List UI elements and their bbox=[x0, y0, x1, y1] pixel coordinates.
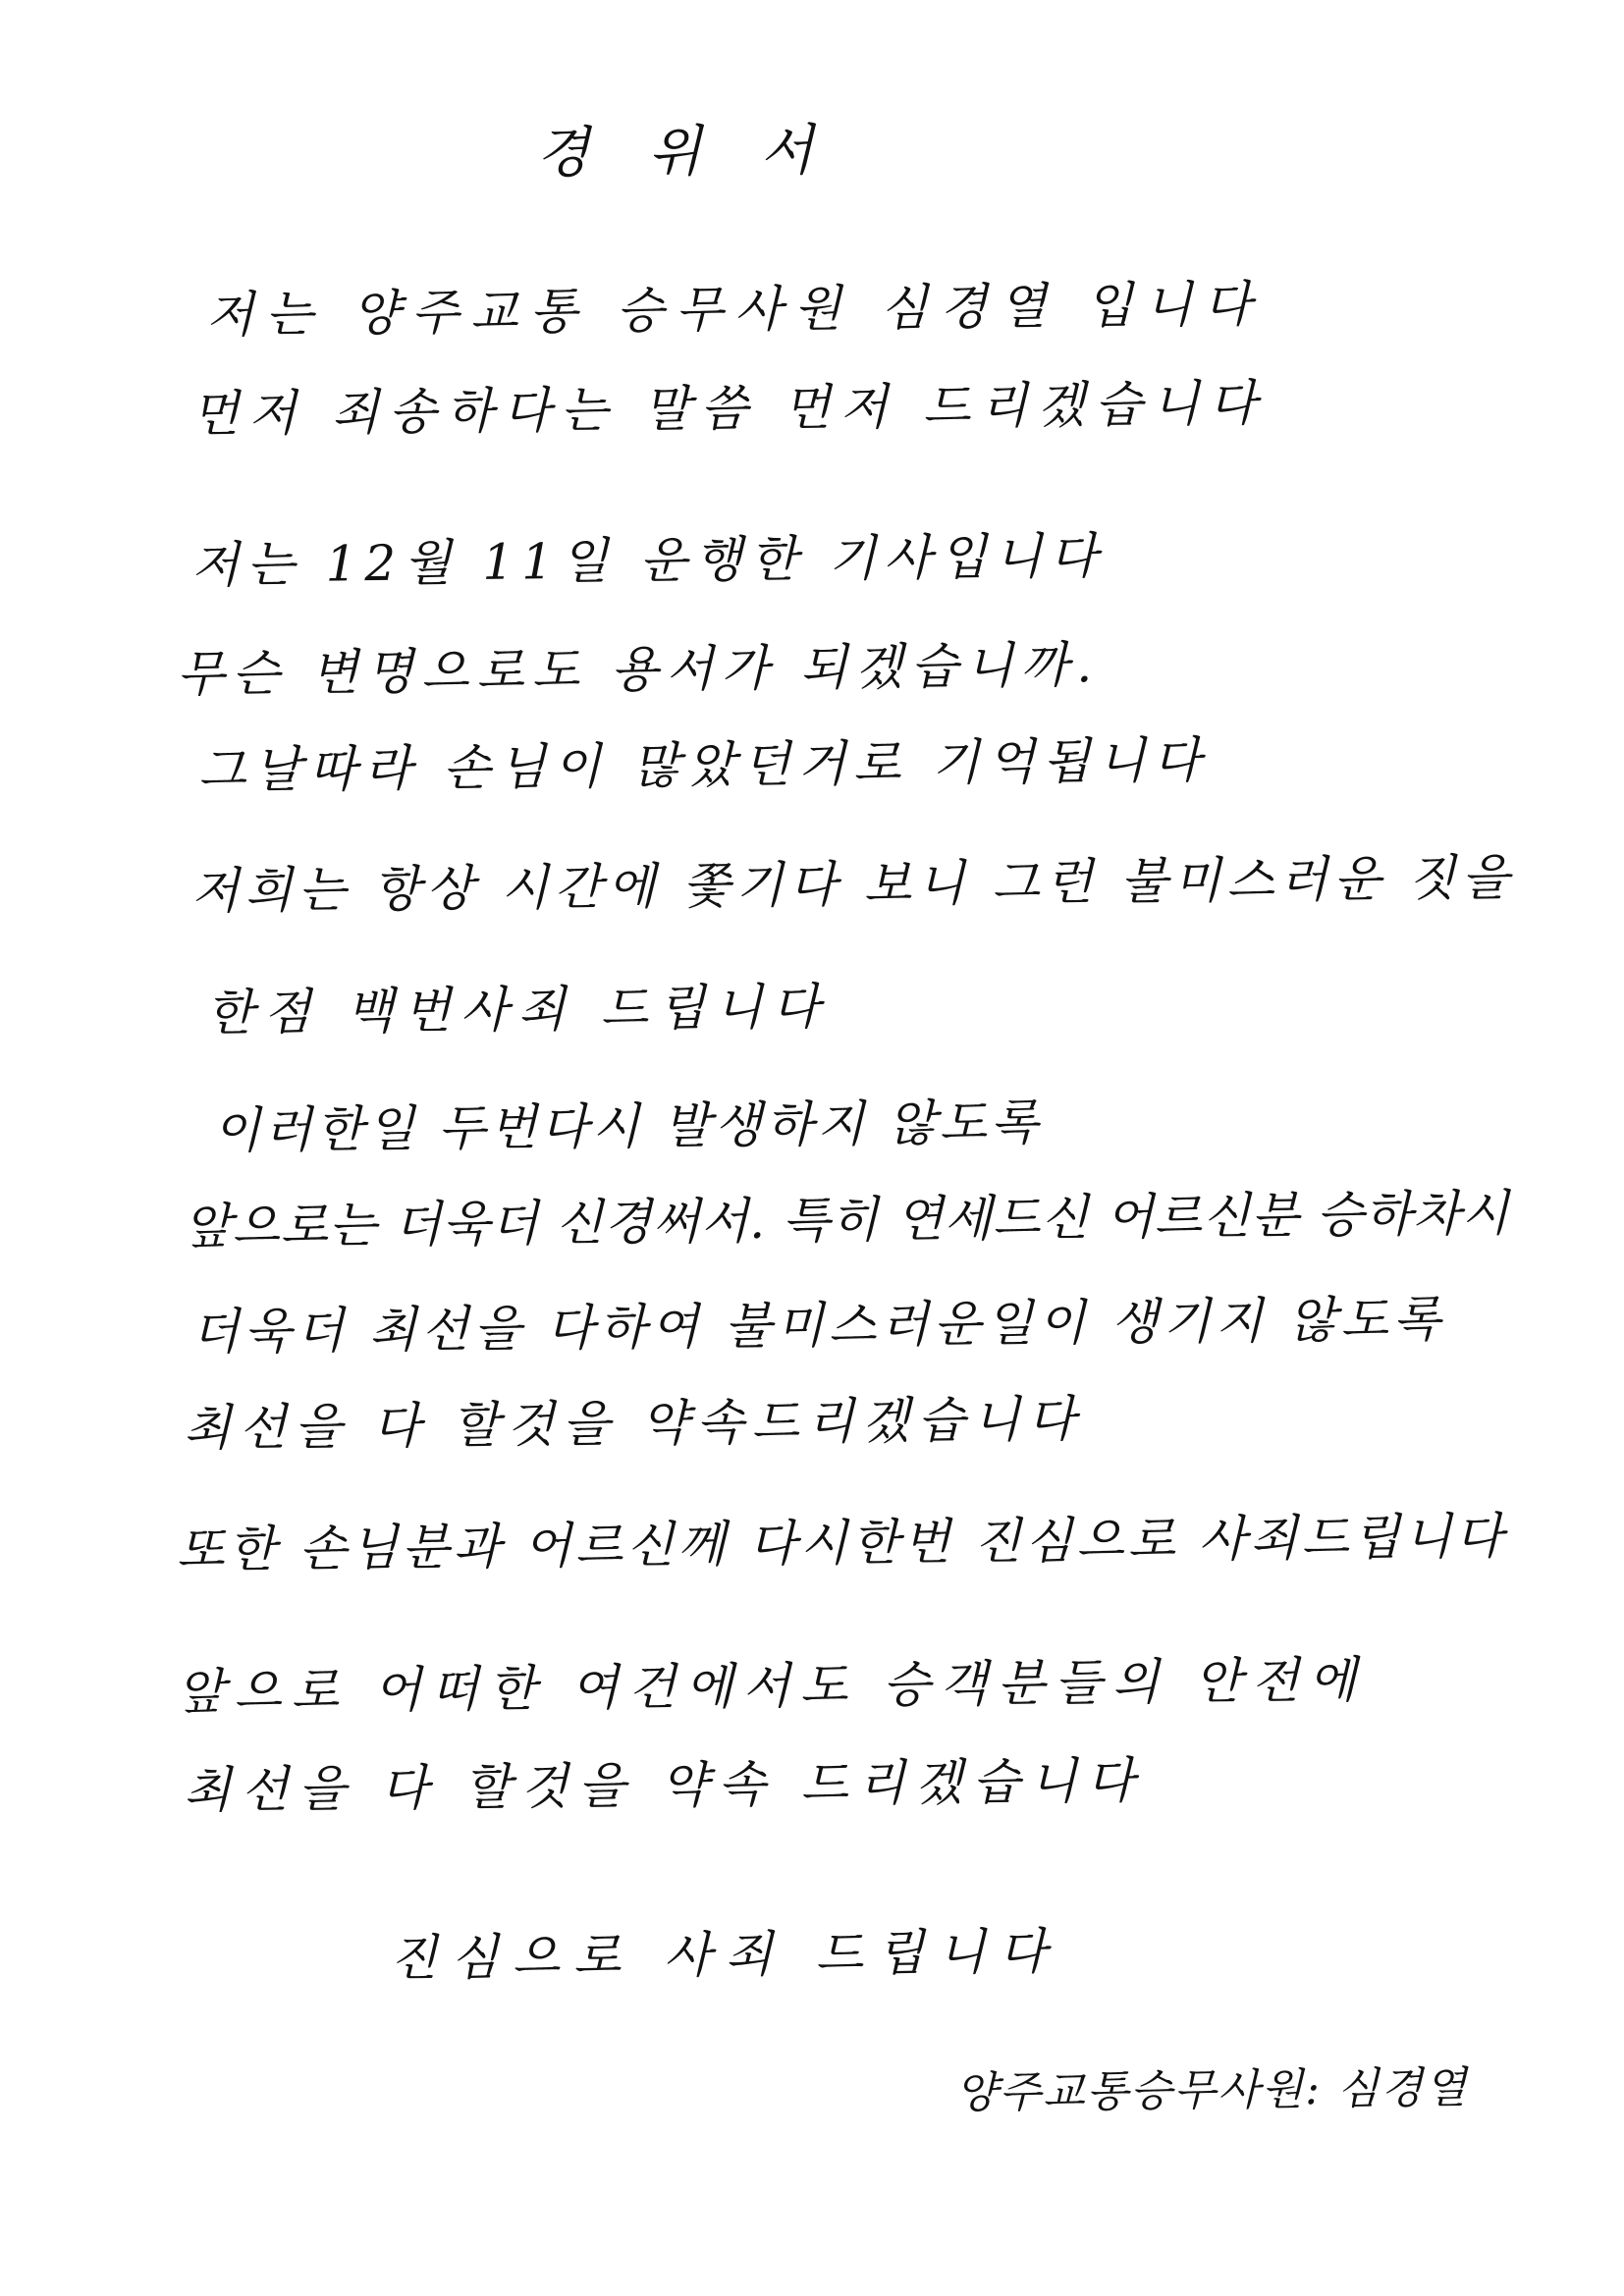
letter-line: 최선을 다 할것을 약속드리겠습니다 bbox=[183, 1390, 1084, 1457]
letter-line: 무슨 변명으로도 용서가 되겠습니까. bbox=[176, 636, 1101, 703]
letter-line: 한점 백번사죄 드립니다 bbox=[205, 978, 831, 1041]
letter-line: 최선을 다 할것을 약속 드리겠습니다 bbox=[183, 1751, 1145, 1819]
letter-line: 이러한일 두번다시 발생하지 않도록 bbox=[212, 1094, 1043, 1159]
letter-line: 먼저 죄송하다는 말씀 먼저 드리겠습니다 bbox=[190, 374, 1267, 443]
letter-line: 더욱더 최선을 다하여 불미스러운일이 생기지 않도록 bbox=[190, 1290, 1446, 1361]
letter-closing: 진심으로 사죄 드립니다 bbox=[389, 1922, 1061, 1987]
letter-line: 앞으로 어떠한 여건에서도 승객분들의 안전에 bbox=[176, 1651, 1367, 1721]
signature: 양주교통승무사원: 심경열 bbox=[954, 2062, 1469, 2118]
letter-line: 저는 12월 11일 운행한 기사입니다 bbox=[190, 527, 1106, 594]
letter-line: 그날따라 손님이 많았던거로 기억됩니다 bbox=[197, 731, 1210, 799]
document-title: 경위서 bbox=[535, 118, 873, 186]
letter-line: 저는 양주교통 승무사원 심경열 입니다 bbox=[205, 275, 1264, 344]
letter-line: 앞으로는 더욱더 신경써서. 특히 연세드신 어르신분 승하차시 bbox=[183, 1184, 1511, 1255]
letter-line: 또한 손님분과 어르신께 다시한번 진심으로 사죄드립니다 bbox=[176, 1507, 1507, 1578]
letter-line: 저희는 항상 시간에 쫓기다 보니 그런 불미스러운 짓을 bbox=[190, 848, 1516, 920]
